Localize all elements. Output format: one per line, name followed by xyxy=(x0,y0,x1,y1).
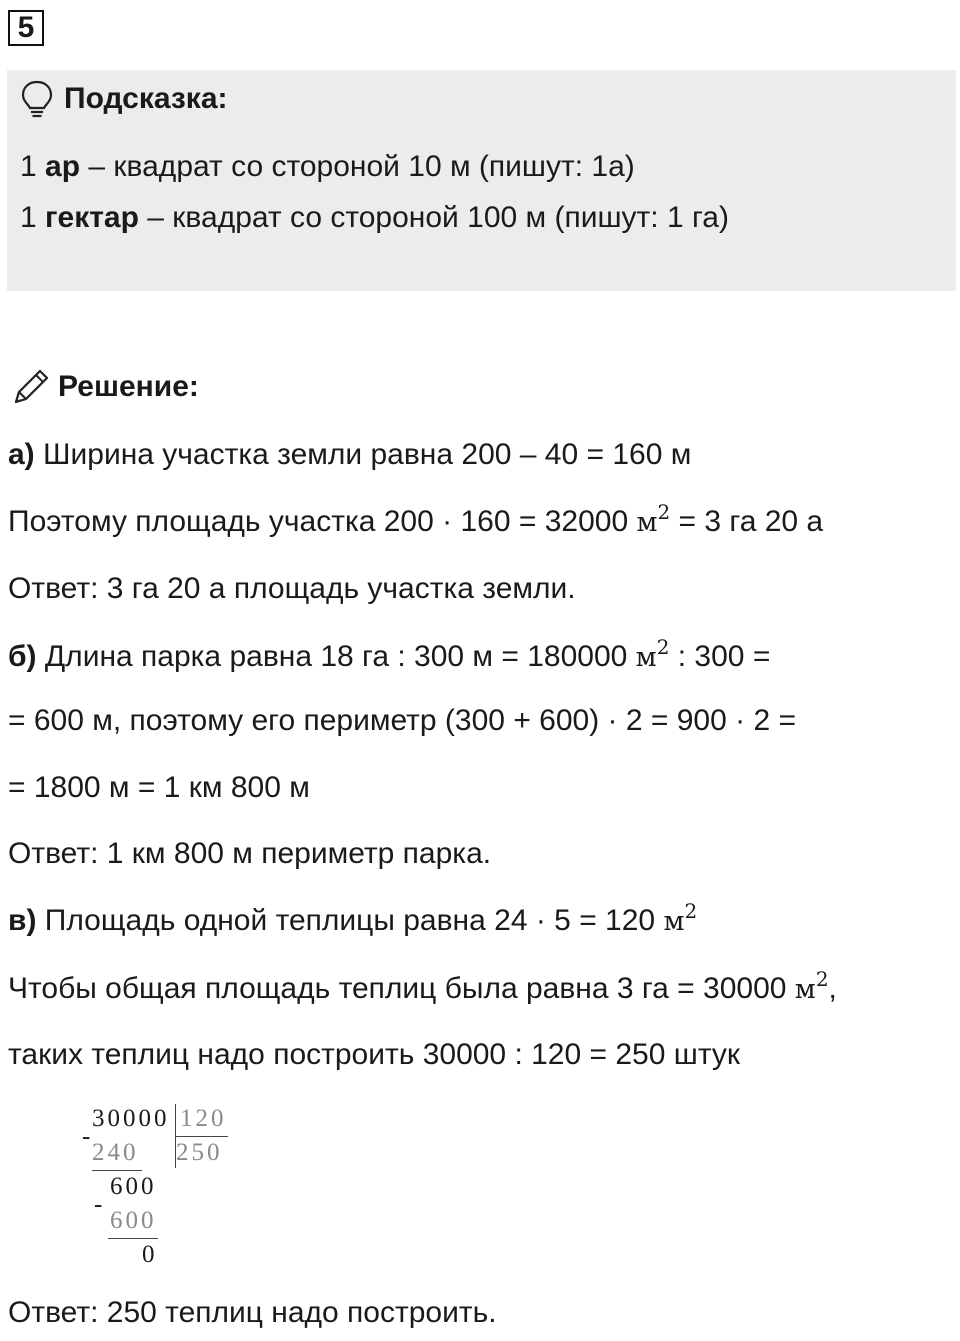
quotient: 250 xyxy=(176,1139,223,1166)
hint-title xyxy=(20,76,228,122)
subtrahend-2: 600 xyxy=(110,1207,157,1234)
hint-line-hectare: 1 гектар – квадрат со стороной 100 м (пишут: 1 га) xyxy=(20,201,729,234)
subtraction-line-2 xyxy=(108,1238,158,1239)
final-remainder: 0 xyxy=(142,1241,158,1268)
unit-m2: $м^2$ xyxy=(636,500,671,538)
unit-m2: $м^2$ xyxy=(635,635,670,673)
divisor: 120 xyxy=(180,1105,227,1132)
hint-line-ar: 1 ар – квадрат со стороной 10 м (пишут: 1а) xyxy=(20,150,635,183)
part-a-answer: Ответ: 3 га 20 а площадь участка земли. xyxy=(8,572,576,605)
part-c-line-1: в) Площадь одной теплицы равна 24 · 5 = 120 $м^2$ xyxy=(8,899,698,937)
solution-title-text: Решение: xyxy=(58,370,199,403)
part-b-answer: Ответ: 1 км 800 м периметр парка. xyxy=(8,837,492,870)
term-ar: ар xyxy=(45,150,81,183)
term-hectare: гектар xyxy=(45,201,139,234)
dividend: 30000 xyxy=(92,1105,170,1132)
long-division xyxy=(80,1100,250,1275)
remainder-1: 600 xyxy=(110,1173,157,1200)
part-c-line-2: Чтобы общая площадь теплиц была равна 3 га = 30000 $м^2$, xyxy=(8,967,837,1005)
subtraction-line-1 xyxy=(92,1170,142,1171)
pencil-icon xyxy=(10,366,52,408)
task-number: 5 xyxy=(8,10,44,46)
part-a-line-2: Поэтому площадь участка 200 · 160 = 32000 $м^2 = 3$ га 20 а xyxy=(8,500,824,538)
lightbulb-icon xyxy=(20,79,54,119)
hint-title-text: Подсказка: xyxy=(64,82,228,115)
part-a-line-1: а) Ширина участка земли равна 200 – 40 = 160 м xyxy=(8,438,692,471)
divisor-underline xyxy=(175,1136,228,1137)
solution-title xyxy=(10,364,199,410)
minus-sign: - xyxy=(94,1191,106,1218)
part-b-line-1: б) Длина парка равна 18 га : 300 м = 180000 $м^2$ : 300 = xyxy=(8,635,771,673)
subtrahend-1: 240 xyxy=(92,1139,139,1166)
unit-m2: $м^2$ xyxy=(794,967,829,1005)
part-b-line-3: = 1800 м = 1 км 800 м xyxy=(8,771,310,804)
part-b-line-2: = 600 м, поэтому его периметр (300 + 600) · 2 = 900 · 2 = xyxy=(8,704,796,737)
minus-sign: - xyxy=(82,1123,94,1150)
part-c-line-3: таких теплиц надо построить 30000 : 120 = 250 штук xyxy=(8,1038,741,1071)
unit-m2: $м^2$ xyxy=(663,899,698,937)
part-c-answer: Ответ: 250 теплиц надо построить. xyxy=(8,1296,497,1329)
